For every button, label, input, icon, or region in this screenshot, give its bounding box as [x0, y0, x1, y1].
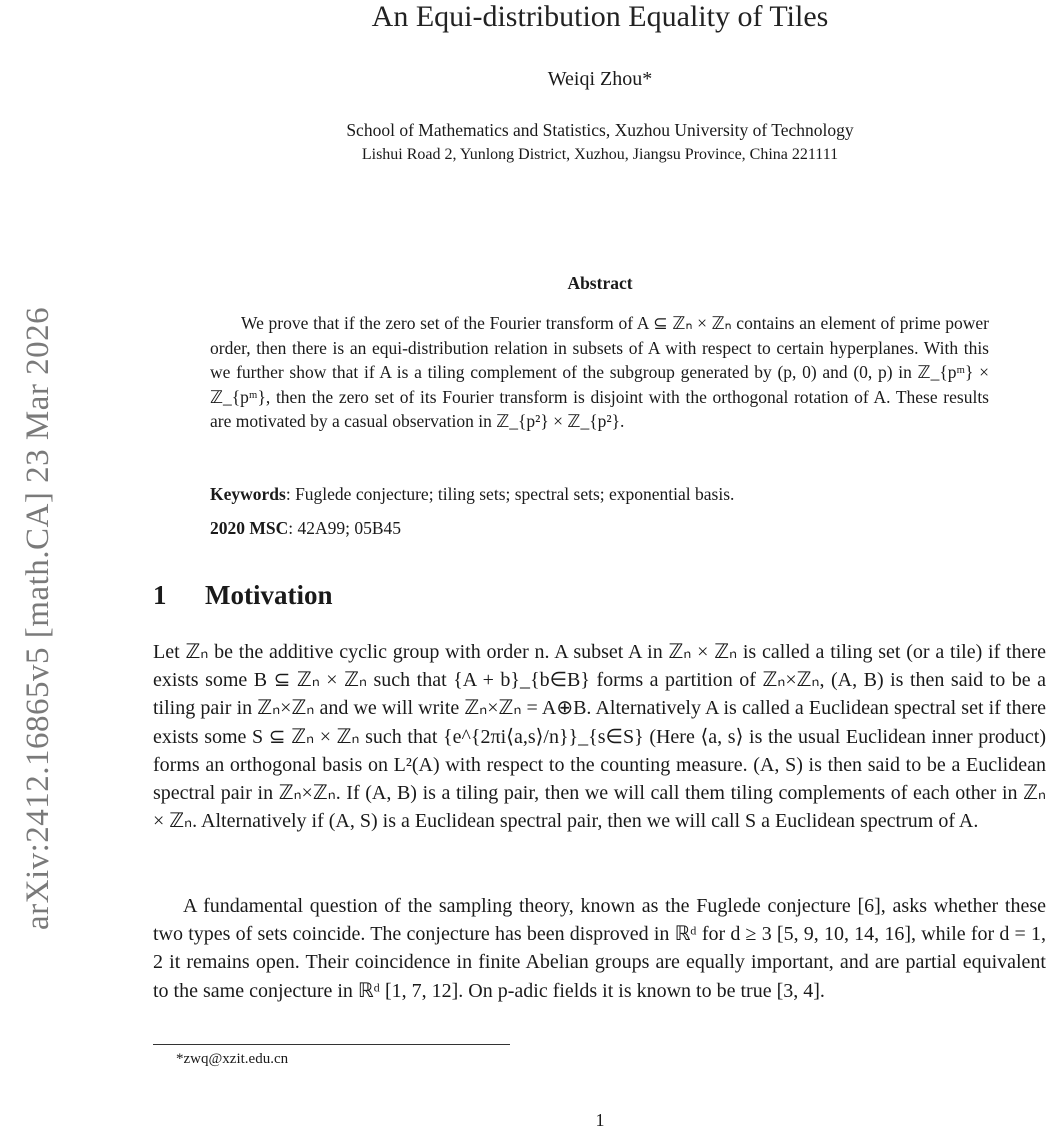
- section-number: 1: [153, 580, 167, 610]
- keywords-label: Keywords: [210, 484, 286, 504]
- footnote-email: *zwq@xzit.edu.cn: [176, 1051, 289, 1067]
- affiliation-line-2: Lishui Road 2, Yunlong District, Xuzhou, Jiangsu Province, China 221111: [361, 146, 839, 163]
- footnote-divider: [153, 1044, 510, 1045]
- arxiv-identifier-text: arXiv:2412.16865v5 [math.CA] 23 Mar 2026: [20, 306, 56, 930]
- msc-label: 2020 MSC: [210, 518, 289, 538]
- affiliation-line-1: School of Mathematics and Statistics, Xuzhou University of Technology: [346, 120, 854, 140]
- msc-line: [210, 518, 989, 539]
- page-number: 1: [595, 1110, 605, 1130]
- keywords-text: : Fuglede conjecture; tiling sets; spectral sets; exponential basis.: [285, 484, 735, 504]
- keywords-line: [210, 484, 989, 505]
- abstract-heading: Abstract: [567, 273, 633, 293]
- author-name: Weiqi Zhou*: [547, 68, 653, 90]
- section-heading: [153, 580, 333, 611]
- paper-title: An Equi-distribution Equality of Tiles: [371, 0, 829, 33]
- abstract-body: We prove that if the zero set of the Fourier transform of A ⊆ ℤₙ × ℤₙ contains an element of prime power order, then there is an equi-distribution relation in subsets of A with respect to certain hyperplanes. With this we further show that if A is a tiling complement of the subgroup generated by (p, 0) and (0, p) in ℤ_{pᵐ} × ℤ_{pᵐ}, then the zero set of its Fourier transform is disjoint with the orthogonal rotation of A. These results are motivated by a casual observation in ℤ_{p²} × ℤ_{p²}.: [210, 313, 989, 432]
- body-paragraph-2: A fundamental question of the sampling theory, known as the Fuglede conjecture [6], asks whether these two types of sets coincide. The conjecture has been disproved in ℝᵈ for d ≥ 3 [5, 9, 10, 14, 16], while for d = 1, 2 it remains open. Their coincidence in finite Abelian groups are equally important, and are partial equivalent to the same conjecture in ℝᵈ [1, 7, 12]. On p-adic fields it is known to be true [3, 4].: [153, 895, 1046, 1002]
- msc-text: : 42A99; 05B45: [288, 518, 402, 538]
- body-paragraph-1: Let ℤₙ be the additive cyclic group with order n. A subset A in ℤₙ × ℤₙ is called a tiling set (or a tile) if there exists some B ⊆ ℤₙ × ℤₙ such that {A + b}_{b∈B} forms a partition of ℤₙ×ℤₙ, (A, B) is then said to be a tiling pair in ℤₙ×ℤₙ and we will write ℤₙ×ℤₙ = A⊕B. Alternatively A is called a Euclidean spectral set if there exists some S ⊆ ℤₙ × ℤₙ such that {e^{2πi⟨a,s⟩/n}}_{s∈S} (Here ⟨a, s⟩ is the usual Euclidean inner product) forms an orthogonal basis on L²(A) with respect to the counting measure. (A, S) is then said to be a Euclidean spectral pair in ℤₙ×ℤₙ. If (A, B) is a tiling pair, then we will call them tiling complements of each other in ℤₙ × ℤₙ. Alternatively if (A, S) is a Euclidean spectral pair, then we will call S a Euclidean spectrum of A.: [153, 641, 1046, 833]
- section-title: Motivation: [205, 580, 333, 610]
